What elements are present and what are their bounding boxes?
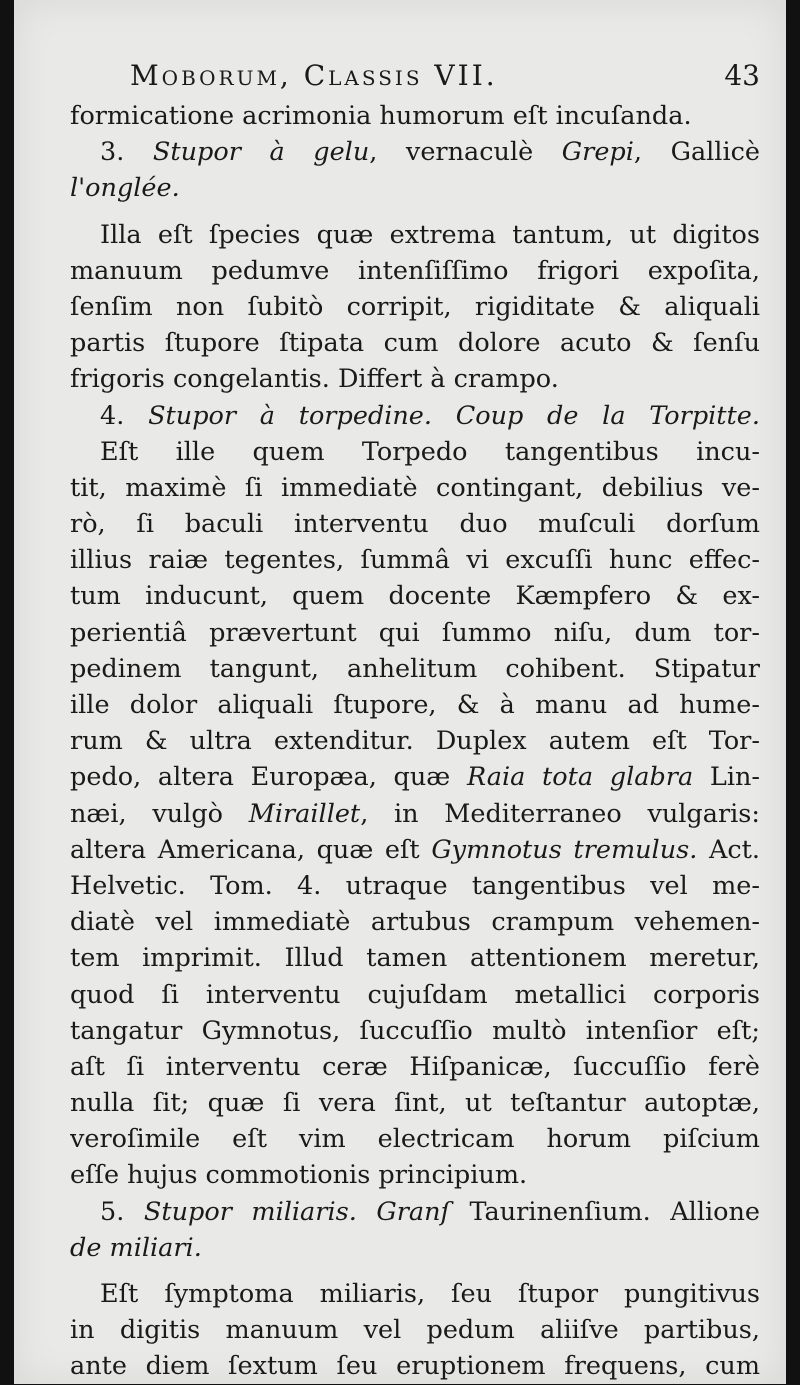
italic-text: Stupor à gelu: [152, 137, 370, 168]
text-segment: formicatione acrimonia humorum eſt incuſanda.: [70, 101, 692, 131]
italic-text: l'onglée.: [70, 173, 180, 204]
text-segment: Eſt ille quem Torpedo tangentibus incu-: [100, 436, 760, 467]
text-segment: rum & ultra extenditur. Duplex autem eſt Tor-: [70, 726, 760, 757]
text-line: [70, 470, 760, 506]
text-line: [70, 1121, 760, 1157]
page-text: [70, 58, 760, 1385]
body-text: [70, 98, 760, 1385]
text-line: [70, 98, 760, 134]
text-line: [70, 759, 760, 795]
text-line: [70, 170, 760, 206]
text-line: [70, 868, 760, 904]
italic-text: Raia tota glabra: [466, 762, 694, 793]
text-line: [70, 361, 760, 397]
text-segment: in digitis manuum vel pedum aliiſve partibus,: [70, 1315, 760, 1346]
text-line: [70, 253, 760, 289]
text-line: [70, 1348, 760, 1384]
paragraph-gap: [70, 207, 760, 217]
text-segment: perientiâ prævertunt qui ſummo niſu, dum tor-: [70, 617, 760, 648]
italic-text: Stupor miliaris. Granſ: [143, 1196, 450, 1227]
text-line: [70, 134, 760, 170]
text-segment: 3.: [100, 137, 153, 168]
text-segment: , Gallicè: [633, 137, 760, 168]
text-line: [70, 1194, 760, 1230]
text-segment: , in Mediterraneo vulgaris:: [360, 798, 760, 829]
text-line: [70, 1157, 760, 1193]
text-segment: rò, ſi baculi interventu duo muſculi dorſum: [70, 509, 760, 540]
text-segment: tum inducunt, quem docente Kæmpfero & ex-: [70, 581, 760, 612]
text-segment: pedo, altera Europæa, quæ: [70, 762, 467, 793]
text-segment: veroſimile eſt vim electricam horum piſcium: [70, 1124, 760, 1155]
text-segment: illius raiæ tegentes, ſummâ vi excuſſi hunc effec-: [70, 545, 760, 576]
running-header: [130, 58, 760, 98]
text-segment: diatè vel immediatè artubus crampum vehemen-: [70, 907, 760, 938]
text-line: [70, 1085, 760, 1121]
text-segment: næi, vulgò: [70, 798, 249, 829]
text-segment: ille dolor aliquali ſtupore, & à manu ad hume-: [70, 690, 760, 720]
text-line: [70, 398, 760, 434]
paragraph-gap: [70, 1266, 760, 1276]
italic-text: Gymnotus tremulus.: [431, 834, 698, 865]
text-segment: pedinem tangunt, anhelitum cohibent. Stipatur: [70, 653, 760, 684]
text-segment: aſt ſi interventu ceræ Hiſpanicæ, ſuccuſſio ferè: [70, 1051, 760, 1082]
italic-text: de miliari.: [70, 1232, 202, 1263]
text-line: [70, 687, 760, 723]
text-segment: altera Americana, quæ eſt: [70, 834, 432, 865]
text-segment: ante diem ſextum ſeu eruptionem frequens, cum: [70, 1351, 760, 1382]
text-segment: 4.: [100, 400, 149, 431]
text-line: [70, 1276, 760, 1312]
text-segment: manuum pedumve intenſiſſimo frigori expoſita,: [70, 255, 760, 286]
text-segment: quod ſi interventu cujuſdam metallici corporis: [70, 979, 760, 1010]
text-segment: Taurinenſium. Allione: [449, 1196, 760, 1227]
text-line: [70, 506, 760, 542]
text-line: [70, 1230, 760, 1266]
text-segment: Illa eſt ſpecies quæ extrema tantum, ut digitos: [100, 219, 760, 250]
text-segment: Lin-: [693, 762, 760, 793]
text-line: [70, 651, 760, 687]
text-line: [70, 940, 760, 976]
text-segment: frigoris congelantis. Differt à crampo.: [70, 364, 559, 395]
text-line: [70, 434, 760, 470]
text-line: [70, 1312, 760, 1348]
italic-text: Stupor à torpedine. Coup de la Torpitte.: [148, 400, 760, 431]
page-number: 43: [724, 59, 760, 92]
text-line: [70, 325, 760, 361]
italic-text: Grepi: [561, 137, 634, 168]
text-segment: eſſe hujus commotionis principium.: [70, 1160, 528, 1191]
text-segment: Act.: [697, 834, 760, 865]
text-segment: nulla ſit; quæ ſi vera ſint, ut teſtantur autoptæ,: [70, 1088, 760, 1119]
book-page: [14, 0, 786, 1384]
text-line: [70, 1049, 760, 1085]
text-line: [70, 832, 760, 868]
text-line: [70, 723, 760, 759]
text-line: [70, 542, 760, 578]
italic-text: Miraillet: [248, 798, 361, 829]
text-segment: tit, maximè ſi immediatè contingant, debilius ve-: [70, 472, 760, 503]
text-line: [70, 578, 760, 614]
text-segment: ſenſim non ſubitò corripit, rigiditate & aliquali: [70, 291, 760, 322]
text-segment: tangatur Gymnotus, ſuccuſſio multò intenſior eſt;: [70, 1015, 760, 1046]
text-line: [70, 289, 760, 325]
text-line: [70, 1013, 760, 1049]
text-line: [70, 217, 760, 253]
text-segment: tem imprimit. Illud tamen attentionem meretur,: [70, 943, 760, 974]
text-segment: Helvetic. Tom. 4. utraque tangentibus vel me-: [70, 870, 760, 901]
text-line: [70, 615, 760, 651]
text-segment: Eſt ſymptoma miliaris, ſeu ſtupor pungitivus: [100, 1279, 760, 1309]
header-title: Moborum, Classis VII.: [130, 59, 498, 92]
text-segment: 5.: [100, 1196, 144, 1227]
text-line: [70, 977, 760, 1013]
text-segment: , vernaculè: [369, 137, 562, 168]
text-segment: partis ſtupore ſtipata cum dolore acuto & ſenſu: [70, 328, 760, 359]
text-line: [70, 796, 760, 832]
text-line: [70, 904, 760, 940]
